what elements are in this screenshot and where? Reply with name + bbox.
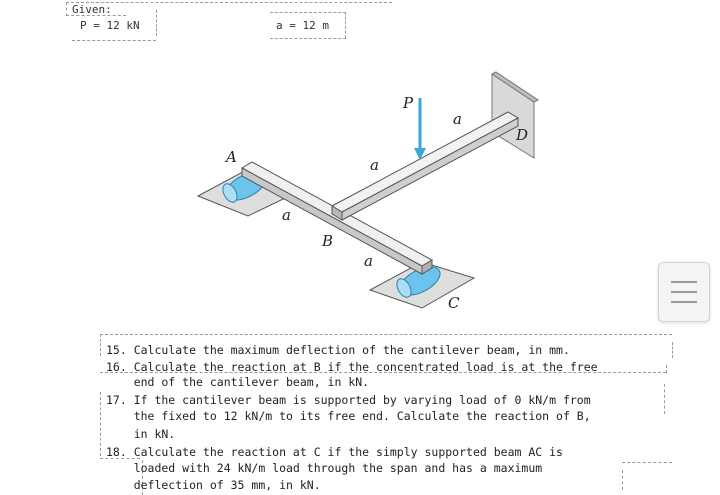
label-a-span-4: a: [364, 252, 373, 270]
given-a-right-border: [345, 12, 346, 38]
given-title: Given:: [72, 3, 112, 16]
question-16-line-1: 16. Calculate the reaction at B if the concentrated load is at the free: [106, 360, 598, 374]
hamburger-menu-button[interactable]: [658, 262, 710, 322]
label-c: C: [448, 294, 460, 312]
label-a-span-2: a: [370, 156, 379, 174]
hamburger-menu-icon: [671, 281, 697, 283]
label-b: B: [322, 232, 334, 250]
given-p-underline: [72, 40, 156, 41]
question-17-line-3: in kN.: [106, 427, 176, 441]
given-border-top: [66, 2, 392, 3]
question-16-line-2: end of the cantilever beam, in kN.: [106, 375, 370, 389]
label-a-point: A: [226, 148, 237, 166]
label-a-span-1: a: [453, 110, 462, 128]
questions-list: [100, 334, 674, 494]
question-17-line-1: 17. If the cantilever beam is supported by varying load of 0 kN/m from: [106, 393, 591, 407]
beam-figure: [190, 60, 550, 320]
question-17-line-2: the fixed to 12 kN/m to its free end. Calculate the reaction of B,: [106, 409, 591, 423]
beam-bd: [332, 112, 518, 212]
given-border-left: [66, 2, 67, 16]
label-d: D: [516, 126, 529, 144]
question-18-line-2: loaded with 24 kN/m load through the span and has a maximum: [106, 461, 543, 475]
question-15-line-1: 15. Calculate the maximum deflection of the cantilever beam, in mm.: [106, 343, 570, 357]
given-a-value: a = 12 m: [276, 19, 329, 32]
given-p-value: P = 12 kN: [80, 19, 140, 32]
given-p-right-border: [156, 10, 157, 36]
given-a-bottom-border: [270, 38, 346, 39]
label-a-span-3: a: [282, 206, 291, 224]
question-18-line-3: deflection of 35 mm, in kN.: [106, 478, 321, 492]
label-p: P: [403, 94, 414, 112]
question-18-line-1: 18. Calculate the reaction at C if the simply supported beam AC is: [106, 445, 563, 459]
given-a-top-border: [270, 12, 346, 13]
